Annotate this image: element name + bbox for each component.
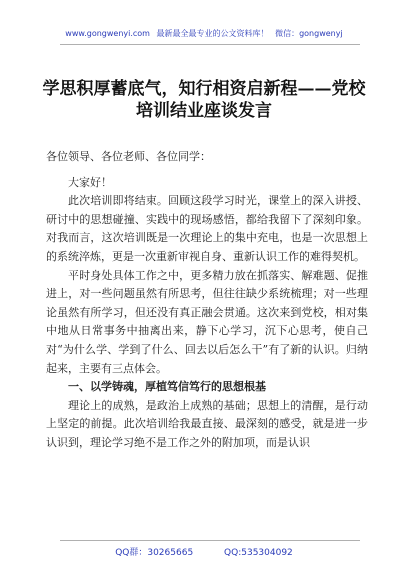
greeting: 大家好！: [68, 175, 112, 189]
paragraph-1: 此次培训即将结束。回顾这段学习时光，课堂上的深入讲授、研讨中的思想碰撞、实践中的现场感悟，都给我留下了深刻印象。对我而言，这次培训既是一次理论上的集中充电，也是一次思想上的系统淬炼，更是一次重新审视自身、重新认识工作的难得契机。: [46, 194, 368, 263]
header-wechat: 微信：gongwenyj: [275, 29, 343, 38]
paragraph-2: 平时身处具体工作之中，更多精力放在抓落实、解难题、促推进上，对一些问题虽然有所思考，但往往缺少系统梳理；对一些理论虽然有所学习，但还没有真正融会贯通。这次来到党校，相对集中地从日常事务中抽离出来，静下心学习，沉下心思考，使自己对“为什么学、学到了什么、回去以后怎么干”有了新的认识。归纳起来，主要有三点体会。: [46, 268, 368, 375]
salutation: 各位领导、各位老师、各位同学：: [46, 150, 211, 163]
header-divider: [60, 44, 360, 45]
footer-qq-group: QQ群：30265665: [115, 548, 194, 558]
document-title: 学思积厚蓄底气，知行相资启新程——党校培训结业座谈发言: [42, 79, 366, 121]
header-slogan: 最新最全最专业的公文资料库！: [156, 29, 269, 38]
section-heading-1: 一、以学铸魂，厚植笃信笃行的思想根基: [68, 380, 266, 394]
footer-qq: QQ:535304092: [224, 548, 293, 558]
footer-divider: [60, 540, 360, 541]
header-url[interactable]: www.gongwenyi.com: [65, 29, 150, 38]
header-bar: [0, 28, 408, 39]
paragraph-3: 理论上的成熟，是政治上成熟的基础；思想上的清醒，是行动上坚定的前提。此次培训给我最直接、最深刻的感受，就是进一步认识到，理论学习绝不是工作之外的附加项，而是认识: [46, 398, 368, 449]
document-body: [46, 148, 368, 453]
footer: [0, 545, 408, 558]
